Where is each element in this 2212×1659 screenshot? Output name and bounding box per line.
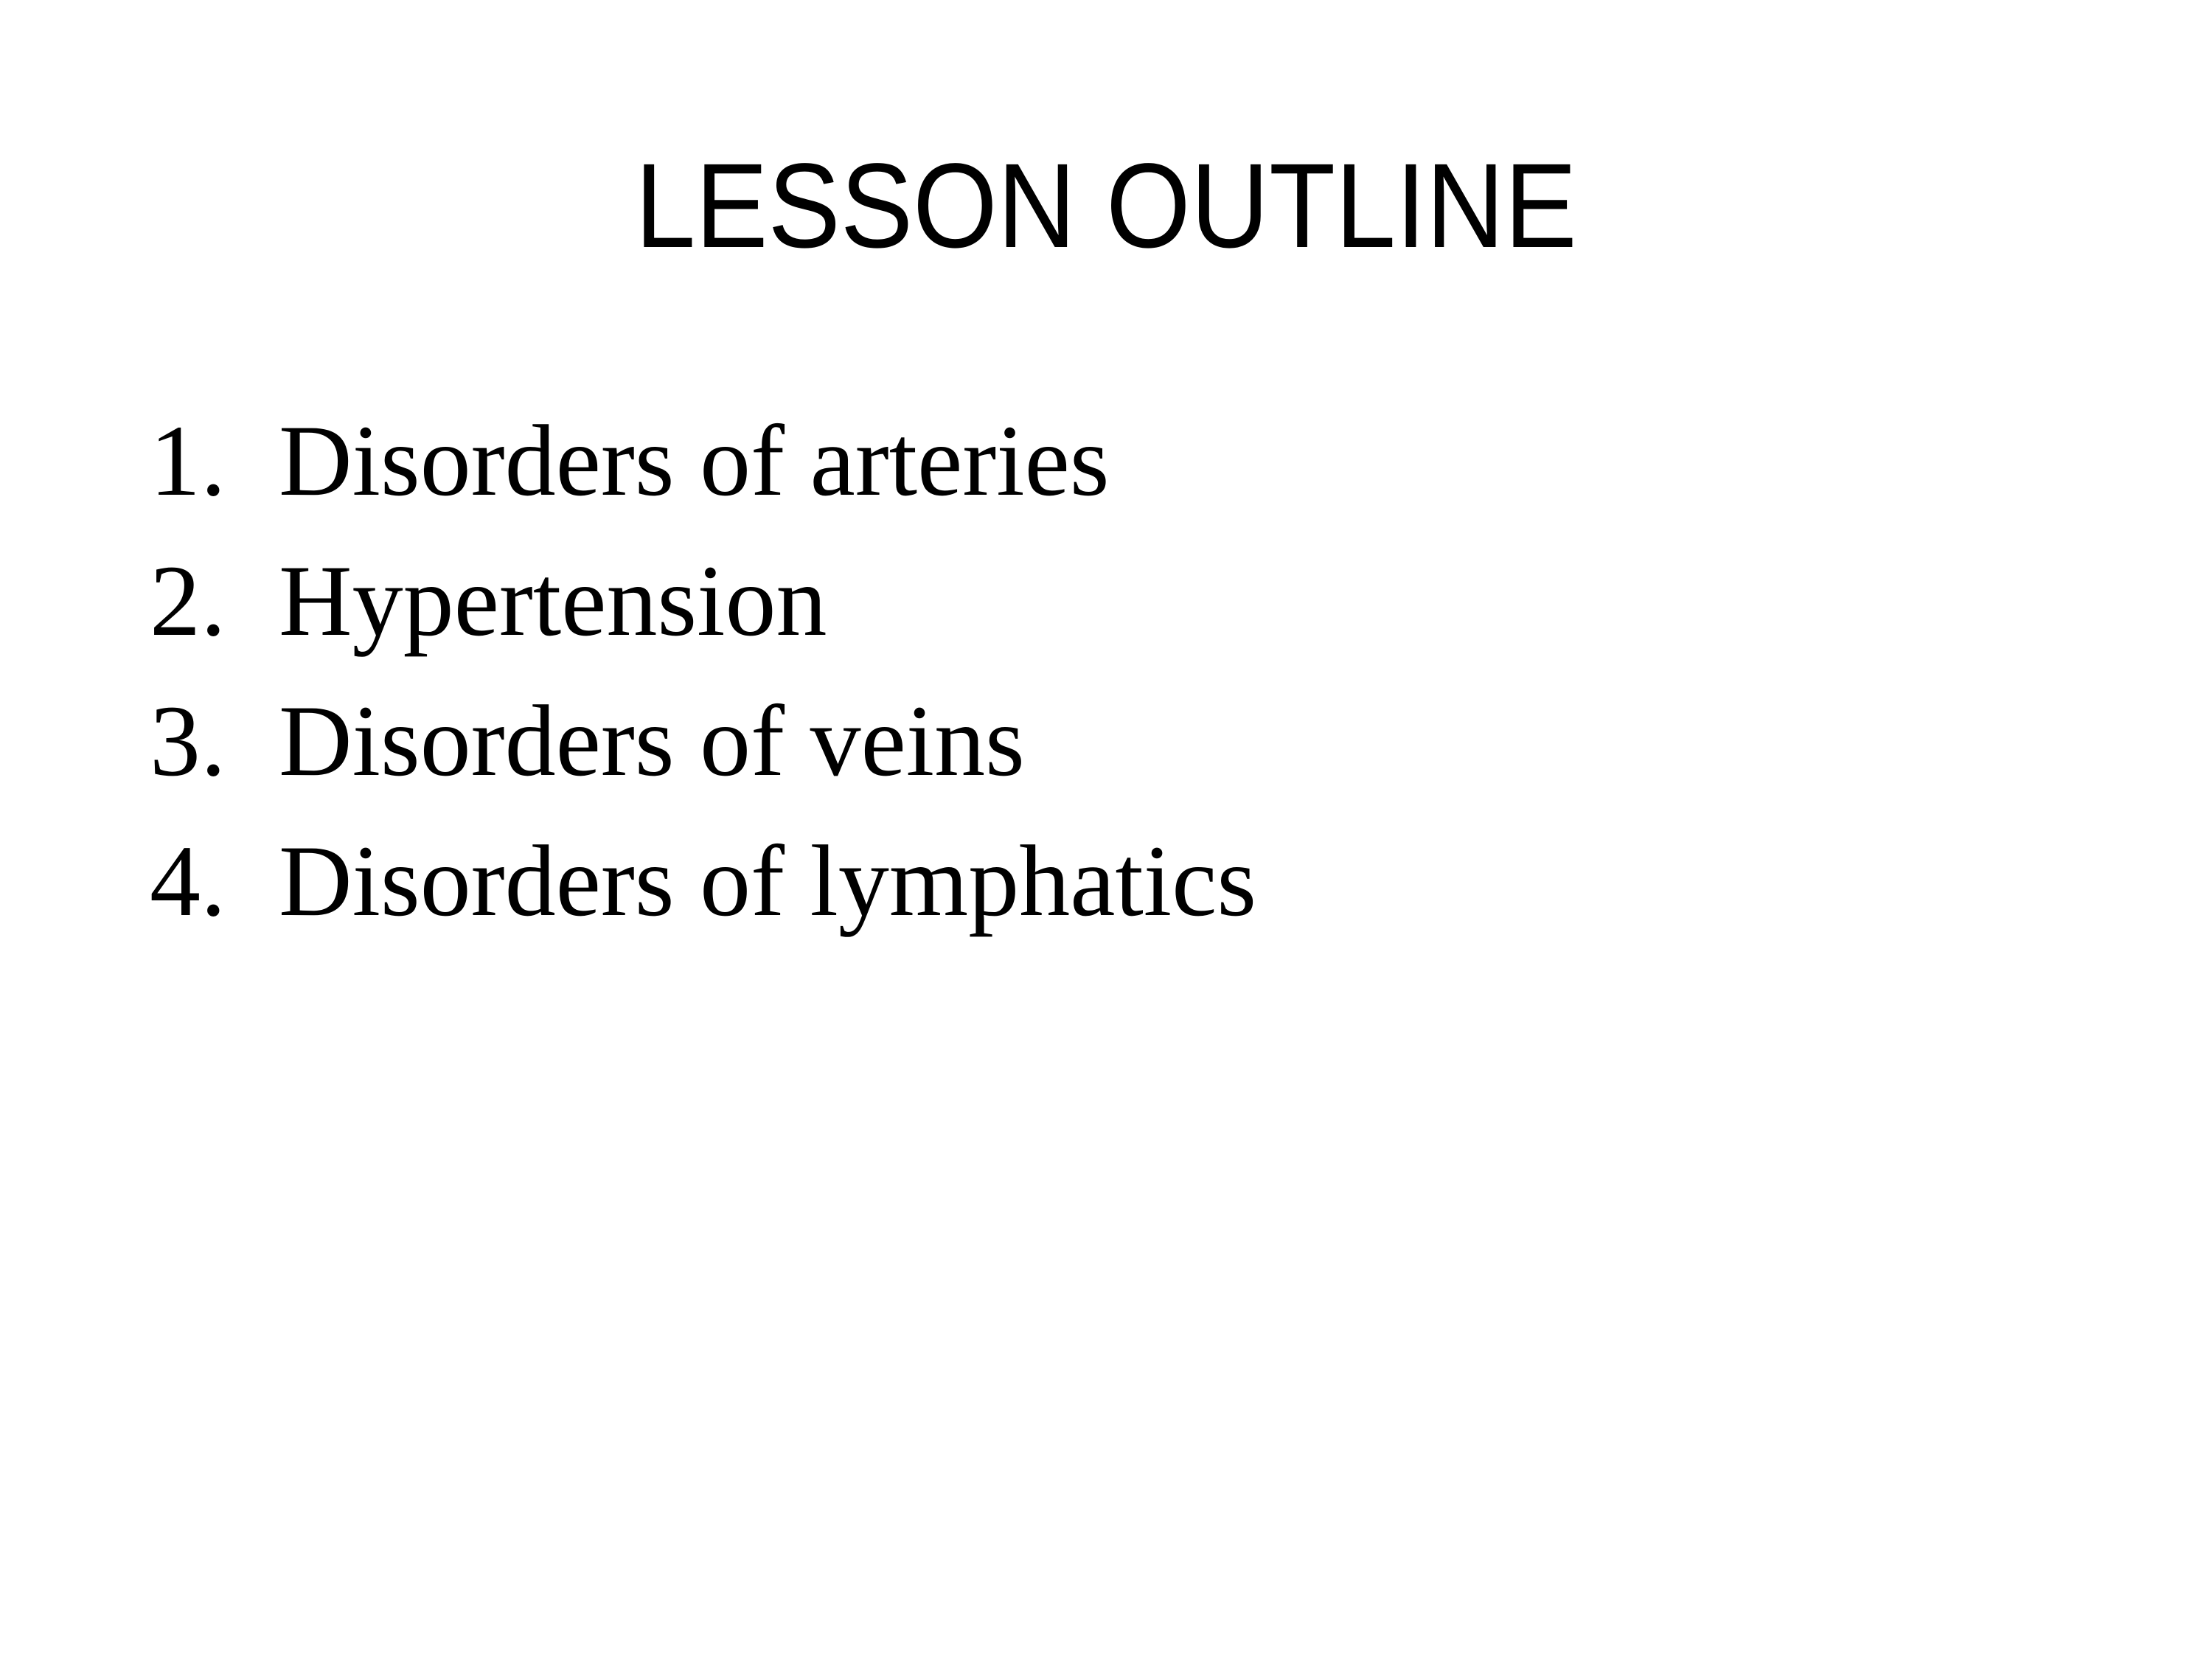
list-item bbox=[150, 811, 1256, 951]
list-item-number: 1. bbox=[150, 404, 226, 517]
list-item-number: 2. bbox=[150, 544, 226, 657]
list-item bbox=[150, 391, 1256, 531]
list-item bbox=[150, 531, 1256, 671]
list-item-label: Disorders of arteries bbox=[279, 404, 1110, 517]
list-item bbox=[150, 671, 1256, 811]
list-item-number: 4. bbox=[150, 824, 226, 937]
list-item-label: Hypertension bbox=[279, 544, 827, 657]
list-item-number: 3. bbox=[150, 684, 226, 797]
list-item-label: Disorders of lymphatics bbox=[279, 824, 1257, 937]
lesson-outline-list bbox=[150, 391, 1256, 951]
list-item-label: Disorders of veins bbox=[279, 684, 1025, 797]
slide-title: LESSON OUTLINE bbox=[635, 138, 1577, 273]
